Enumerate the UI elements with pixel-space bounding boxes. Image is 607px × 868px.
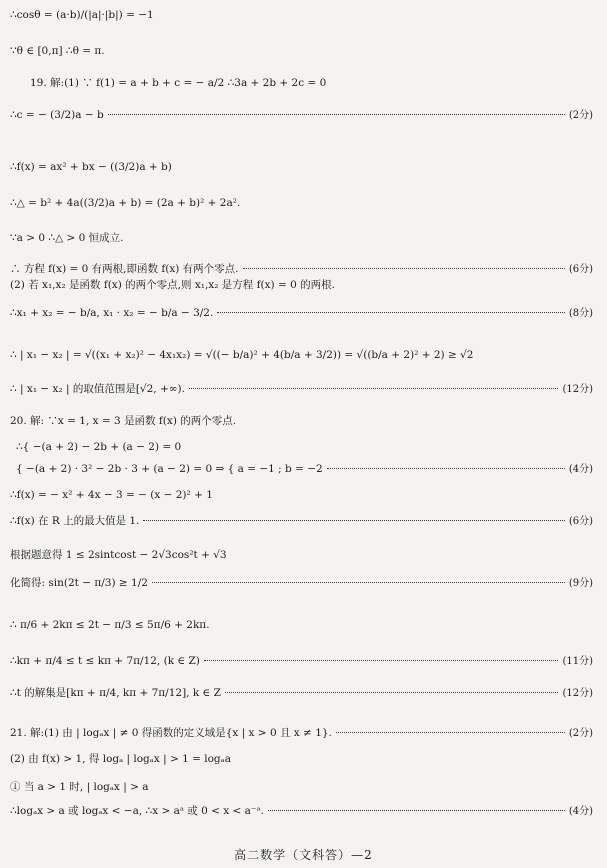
- solution-text: 21. 解:(1) 由 | logₐx | ≠ 0 得函数的定义域是{x | x > 0 且 x ≠ 1}.: [10, 727, 332, 739]
- solution-line: [10, 414, 593, 428]
- score-mark: (4分): [568, 806, 593, 817]
- solution-text: 根据题意得 1 ≤ 2sintcost − 2√3cos²t + √3: [10, 549, 227, 561]
- solution-text: ∴kπ + π/4 ≤ t ≤ kπ + 7π/12, (k ∈ Z): [10, 655, 200, 667]
- solution-line: [10, 752, 593, 766]
- solution-line: [10, 196, 593, 210]
- solution-text: ∴{ −(a + 2) − 2b + (a − 2) = 0: [16, 441, 182, 453]
- dotted-leader: [217, 312, 564, 313]
- solution-line: [10, 306, 593, 321]
- solution-text: ∴△ = b² + 4a((3/2)a + b) = (2a + b)² + 2a².: [10, 197, 241, 209]
- solution-line: [10, 8, 593, 22]
- solution-text: ∴ π/6 + 2kπ ≤ 2t − π/3 ≤ 5π/6 + 2kπ.: [10, 619, 210, 631]
- solution-line: [10, 488, 593, 502]
- dotted-leader: [143, 520, 564, 521]
- solution-line: [10, 348, 593, 362]
- solution-text: 化简得: sin(2t − π/3) ≥ 1/2: [10, 577, 148, 589]
- solution-line: [30, 76, 593, 90]
- dotted-leader: [327, 468, 565, 469]
- score-mark: (6分): [568, 516, 593, 527]
- solution-line: [10, 160, 593, 174]
- solution-text: 20. 解: ∵x = 1, x = 3 是函数 f(x) 的两个零点.: [10, 415, 237, 427]
- solution-text: ∴ | x₁ − x₂ | 的取值范围是[√2, +∞).: [10, 383, 185, 395]
- solution-text: 19. 解:(1) ∵ f(1) = a + b + c = − a/2 ∴3a + 2b + 2c = 0: [30, 77, 327, 89]
- score-mark: (6分): [568, 264, 593, 275]
- solution-text: ∵θ ∈ [0,π] ∴θ = π.: [10, 45, 105, 57]
- solution-text: (2) 由 f(x) > 1, 得 logₐ | logₐx | > 1 = logₐa: [10, 753, 231, 765]
- solution-text: ∴x₁ + x₂ = − b/a, x₁ · x₂ = − b/a − 3/2.: [10, 307, 214, 319]
- solution-line: [10, 686, 593, 701]
- solution-text: { −(a + 2) · 3² − 2b · 3 + (a − 2) = 0 ⇒ { a = −1 ; b = −2: [16, 463, 323, 475]
- solution-line: [10, 780, 593, 794]
- solution-line: [10, 382, 593, 397]
- solution-line: [10, 231, 593, 245]
- dotted-leader: [204, 660, 559, 661]
- solution-text: ∴logₐx > a 或 logₐx < −a, ∴x > aᵃ 或 0 < x < a⁻ᵃ.: [10, 805, 264, 817]
- solution-text: ∵a > 0 ∴△ > 0 恒成立.: [10, 232, 124, 244]
- solution-text: ∴t 的解集是[kπ + π/4, kπ + 7π/12], k ∈ Z: [10, 687, 221, 699]
- solution-text: ∴f(x) 在 R 上的最大值是 1.: [10, 515, 140, 527]
- solution-line: [10, 618, 593, 632]
- solution-line: [10, 44, 593, 58]
- solution-line: [10, 278, 593, 292]
- solution-line: [10, 726, 593, 741]
- score-mark: (9分): [568, 578, 593, 589]
- solution-line: [16, 440, 593, 454]
- solution-text: ∴ | x₁ − x₂ | = √((x₁ + x₂)² − 4x₁x₂) = √((− b/a)² + 4(b/a + 3/2)) = √((b/a + 2)² + 2) ≥ √2: [10, 349, 474, 361]
- solution-line: [16, 462, 593, 477]
- dotted-leader: [108, 114, 565, 115]
- page-footer: 高二数学（文科答）—2: [234, 848, 373, 862]
- solution-text: ∴ 方程 f(x) = 0 有两根,即函数 f(x) 有两个零点.: [10, 263, 239, 275]
- dotted-leader: [336, 732, 565, 733]
- dotted-leader: [268, 810, 565, 811]
- score-mark: (2分): [568, 728, 593, 739]
- solution-line: [10, 514, 593, 529]
- solution-text: ∴f(x) = − x² + 4x − 3 = − (x − 2)² + 1: [10, 489, 213, 501]
- score-mark: (2分): [568, 110, 593, 121]
- score-mark: (12分): [562, 688, 593, 699]
- solution-text: (2) 若 x₁,x₂ 是函数 f(x) 的两个零点,则 x₁,x₂ 是方程 f(x) = 0 的两根.: [10, 279, 335, 291]
- solution-line: [10, 262, 593, 277]
- solution-line: [10, 108, 593, 123]
- solution-text: ∴c = − (3/2)a − b: [10, 109, 104, 121]
- solution-text: ① 当 a > 1 时, | logₐx | > a: [10, 781, 149, 793]
- dotted-leader: [225, 692, 559, 693]
- solution-text: ∴cosθ = (a·b)/(|a|·|b|) = −1: [10, 9, 154, 21]
- score-mark: (12分): [562, 384, 593, 395]
- score-mark: (11分): [562, 656, 593, 667]
- score-mark: (4分): [568, 464, 593, 475]
- solution-text: ∴f(x) = ax² + bx − ((3/2)a + b): [10, 161, 172, 173]
- solution-line: [10, 804, 593, 819]
- solution-line: [10, 548, 593, 562]
- dotted-leader: [189, 388, 559, 389]
- score-mark: (8分): [568, 308, 593, 319]
- dotted-leader: [152, 582, 565, 583]
- dotted-leader: [243, 268, 565, 269]
- solution-line: [10, 576, 593, 591]
- solution-line: [10, 654, 593, 669]
